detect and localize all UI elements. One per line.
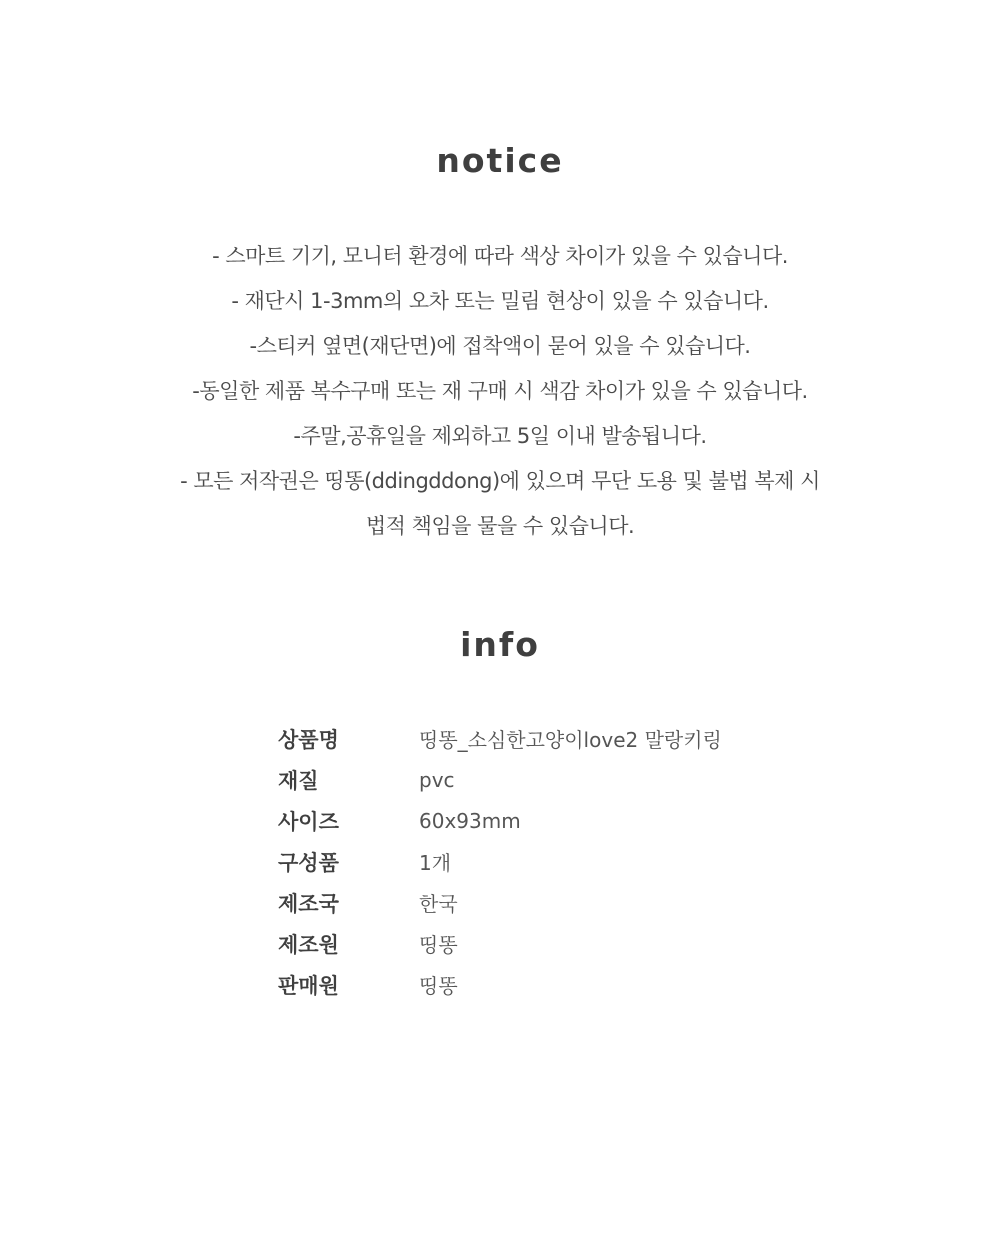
info-heading: info: [460, 625, 540, 664]
info-value: 띵똥: [419, 974, 458, 998]
info-value: 1개: [419, 851, 452, 875]
info-label: 판매원: [278, 973, 339, 998]
info-row-size: [278, 800, 798, 841]
info-value: 띵똥_소심한고양이love2 말랑키링: [419, 728, 722, 752]
info-row-product-name: [278, 718, 798, 759]
info-label: 구성품: [278, 850, 339, 875]
info-table: [278, 718, 798, 1005]
notice-line: -동일한 제품 복수구매 또는 재 구매 시 색감 차이가 있을 수 있습니다.: [192, 379, 808, 403]
info-value: 한국: [419, 892, 458, 916]
notice-line: -주말,공휴일을 제외하고 5일 이내 발송됩니다.: [293, 424, 707, 448]
info-label: 제조원: [278, 932, 339, 957]
info-label: 재질: [278, 768, 319, 793]
info-label: 사이즈: [278, 809, 339, 834]
notice-heading: notice: [436, 141, 564, 180]
info-label: 상품명: [278, 727, 339, 752]
notice-line: - 모든 저작권은 띵똥(ddingddong)에 있으며 무단 도용 및 불법 복제 시: [180, 469, 820, 493]
info-label: 제조국: [278, 891, 339, 916]
notice-line: - 스마트 기기, 모니터 환경에 따라 색상 차이가 있을 수 있습니다.: [212, 244, 788, 268]
info-row-material: [278, 759, 798, 800]
info-row-components: [278, 841, 798, 882]
info-row-country: [278, 882, 798, 923]
notice-list: [0, 234, 1000, 549]
info-value: pvc: [419, 767, 455, 792]
notice-line: - 재단시 1-3mm의 오차 또는 밀림 현상이 있을 수 있습니다.: [231, 289, 769, 313]
info-row-seller: [278, 964, 798, 1005]
info-row-manufacturer: [278, 923, 798, 964]
info-value: 띵똥: [419, 933, 458, 957]
info-value: 60x93mm: [419, 808, 521, 833]
notice-line: 법적 책임을 물을 수 있습니다.: [365, 514, 635, 538]
notice-line: -스티커 옆면(재단면)에 접착액이 묻어 있을 수 있습니다.: [249, 334, 751, 358]
